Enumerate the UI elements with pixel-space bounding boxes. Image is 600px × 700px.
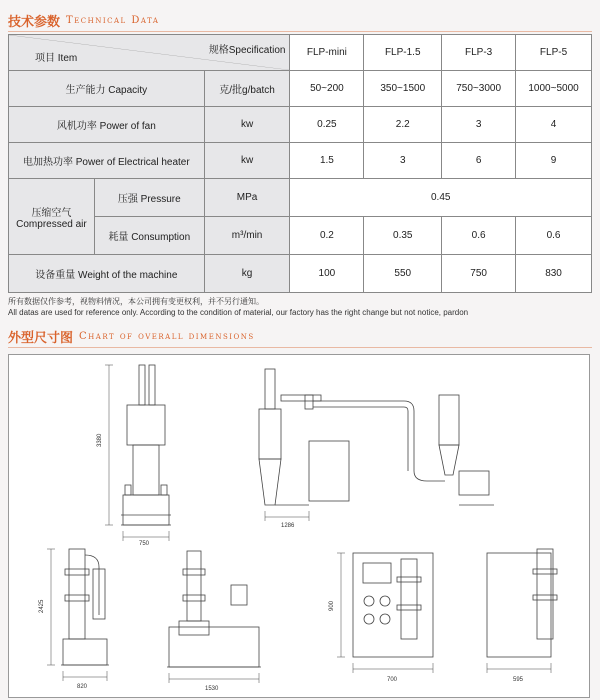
tech-title-rule <box>8 31 592 32</box>
model-header: FLP-3 <box>442 35 516 71</box>
air-group-label <box>9 179 95 255</box>
row-label: 电加热功率 Power of Electrical heater <box>9 143 205 179</box>
cabinet-front-view <box>337 553 433 673</box>
cell-value: 0.6 <box>516 217 592 255</box>
air-group-en: Compressed air <box>16 218 87 230</box>
row-unit: 克/批g/batch <box>204 71 290 107</box>
spec-header: 规格Specification <box>208 45 286 56</box>
drawings-svg <box>9 355 589 697</box>
air-group-cn: 压缩空气 <box>31 207 72 219</box>
row-label: 压强 Pressure <box>94 179 204 217</box>
header-diagonal-cell <box>9 35 290 71</box>
table-row <box>9 143 592 179</box>
table-row <box>9 107 592 143</box>
cell-value: 1.5 <box>290 143 364 179</box>
tech-title-en: Technical Data <box>66 14 160 26</box>
row-unit: kw <box>204 143 290 179</box>
cell-value: 0.45 <box>290 179 592 217</box>
cell-value: 4 <box>516 107 592 143</box>
cell-value: 0.35 <box>364 217 442 255</box>
machine-front-view-2 <box>47 549 109 681</box>
dim-d1-height: 3380 <box>97 433 103 447</box>
table-row <box>9 217 592 255</box>
dim-d6-width: 595 <box>513 677 524 683</box>
cell-value: 830 <box>516 255 592 293</box>
table-row <box>9 255 592 293</box>
chart-title-rule <box>8 347 592 348</box>
dim-d3-width: 820 <box>77 684 88 690</box>
dim-d4-width: 1530 <box>205 686 219 692</box>
row-unit: m³/min <box>204 217 290 255</box>
row-unit: kg <box>204 255 290 293</box>
dim-d3-height: 2425 <box>39 599 45 613</box>
spec-table <box>8 34 592 293</box>
row-label: 设备重量 Weight of the machine <box>9 255 205 293</box>
model-header: FLP-mini <box>290 35 364 71</box>
cell-value: 100 <box>290 255 364 293</box>
cell-value: 0.25 <box>290 107 364 143</box>
cell-value: 6 <box>442 143 516 179</box>
cell-value: 1000~5000 <box>516 71 592 107</box>
dimension-drawings <box>8 354 590 698</box>
cell-value: 750 <box>442 255 516 293</box>
model-header: FLP-1.5 <box>364 35 442 71</box>
disclaimer-notes <box>8 296 468 318</box>
chart-title-en: Chart of overall dimensions <box>79 330 255 342</box>
note-cn: 所有数据仅作参考，视物料情况，本公司拥有变更权利，并不另行通知。 <box>8 297 264 306</box>
row-label: 风机功率 Power of fan <box>9 107 205 143</box>
cell-value: 2.2 <box>364 107 442 143</box>
chart-section-title <box>8 326 255 346</box>
cell-value: 350~1500 <box>364 71 442 107</box>
cabinet-side-view <box>487 549 557 673</box>
cell-value: 50~200 <box>290 71 364 107</box>
dim-d2-width: 1286 <box>281 523 295 529</box>
tech-title-cn: 技术参数 <box>8 13 61 29</box>
cell-value: 0.2 <box>290 217 364 255</box>
cell-value: 9 <box>516 143 592 179</box>
table-row <box>9 179 592 217</box>
dim-d1-width: 750 <box>139 541 150 547</box>
machine-front-view-1 <box>105 365 171 541</box>
row-unit: kw <box>204 107 290 143</box>
machine-side-view <box>167 551 261 683</box>
dim-d5-height: 900 <box>329 600 335 611</box>
table-row <box>9 71 592 107</box>
cell-value: 3 <box>364 143 442 179</box>
chart-title-cn: 外型尺寸图 <box>8 329 74 345</box>
dim-d5-width: 700 <box>387 677 398 683</box>
table-header-row <box>9 35 592 71</box>
row-label: 耗量 Consumption <box>94 217 204 255</box>
note-en: All datas are used for reference only. According to the condition of material, our factory has the right change but not notice, pardon <box>8 308 469 317</box>
row-label: 生产能力 Capacity <box>9 71 205 107</box>
row-unit: MPa <box>204 179 290 217</box>
item-header: 项目 Item <box>35 53 78 64</box>
cell-value: 0.6 <box>442 217 516 255</box>
cell-value: 550 <box>364 255 442 293</box>
tech-section-title <box>8 10 159 30</box>
system-side-view <box>259 369 494 521</box>
cell-value: 750~3000 <box>442 71 516 107</box>
model-header: FLP-5 <box>516 35 592 71</box>
cell-value: 3 <box>442 107 516 143</box>
